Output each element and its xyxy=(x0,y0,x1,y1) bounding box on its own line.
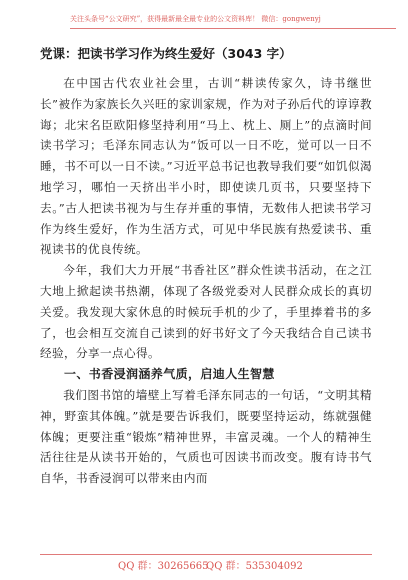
paragraph-1: 在中国古代农业社会里，古训“耕读传家久，诗书继世长”被作为家族长久兴旺的家训家规，作为对子孙后代的谆谆教诲；北宋名臣欧阳修坚持利用“马上、枕上、厕上”的点滴时间读书学习；毛泽东同志认为“饭可以一日不吃，觉可以一日不睡，书不可以一日不读。”习近平总书记也教导我们要“如饥似渴地学习，哪怕一天挤出半小时，即使读几页书，只要坚持下去。”古人把读书视为与生存并重的事情，无数伟人把读书学习作为终生爱好，作为生活方式，可见中华民族有热爱读书、重视读书的优良传统。 xyxy=(40,76,372,257)
header-text: 关注头条号“公文研究”，获得最新最全最专业的公文资料库！ 微信：gongwenyj xyxy=(70,15,321,23)
page-footer xyxy=(0,554,408,572)
document-title: 党课：把读书学习作为终生爱好（3043 字） xyxy=(40,46,292,61)
document-body xyxy=(40,73,372,489)
footer-divider xyxy=(40,554,372,555)
paragraph-3: 我们图书馆的墙壁上写着毛泽东同志的一句话，“文明其精神，野蛮其体魄。”就是要告诉我们，既要坚持运动，练就强健体魄；更要注重“锻炼”精神世界，丰富灵魂。一个人的精神生活往往是从读书开始的，气质也可因读书而改变。腹有诗书气自华，书香浸润可以带来由内而 xyxy=(40,387,372,486)
page-header xyxy=(70,14,396,29)
footer-qq-group-2: QQ 群：535304092 xyxy=(206,561,303,572)
paragraph-2: 今年，我们大力开展“书香社区”群众性读书活动，在之江大地上掀起读书热潮，体现了各级党委对人民群众成长的真切关爱。我发现大家休息的时候玩手机的少了，手里捧着书的多了，也会相互交流自己读到的好书好文了今天我结合自己读书经验，分享一点心得。 xyxy=(40,263,372,361)
footer-qq-group-1: QQ 群：30265665 xyxy=(118,561,209,572)
section-heading: 一、书香浸润涵养气质，启迪人生智慧 xyxy=(64,367,275,382)
